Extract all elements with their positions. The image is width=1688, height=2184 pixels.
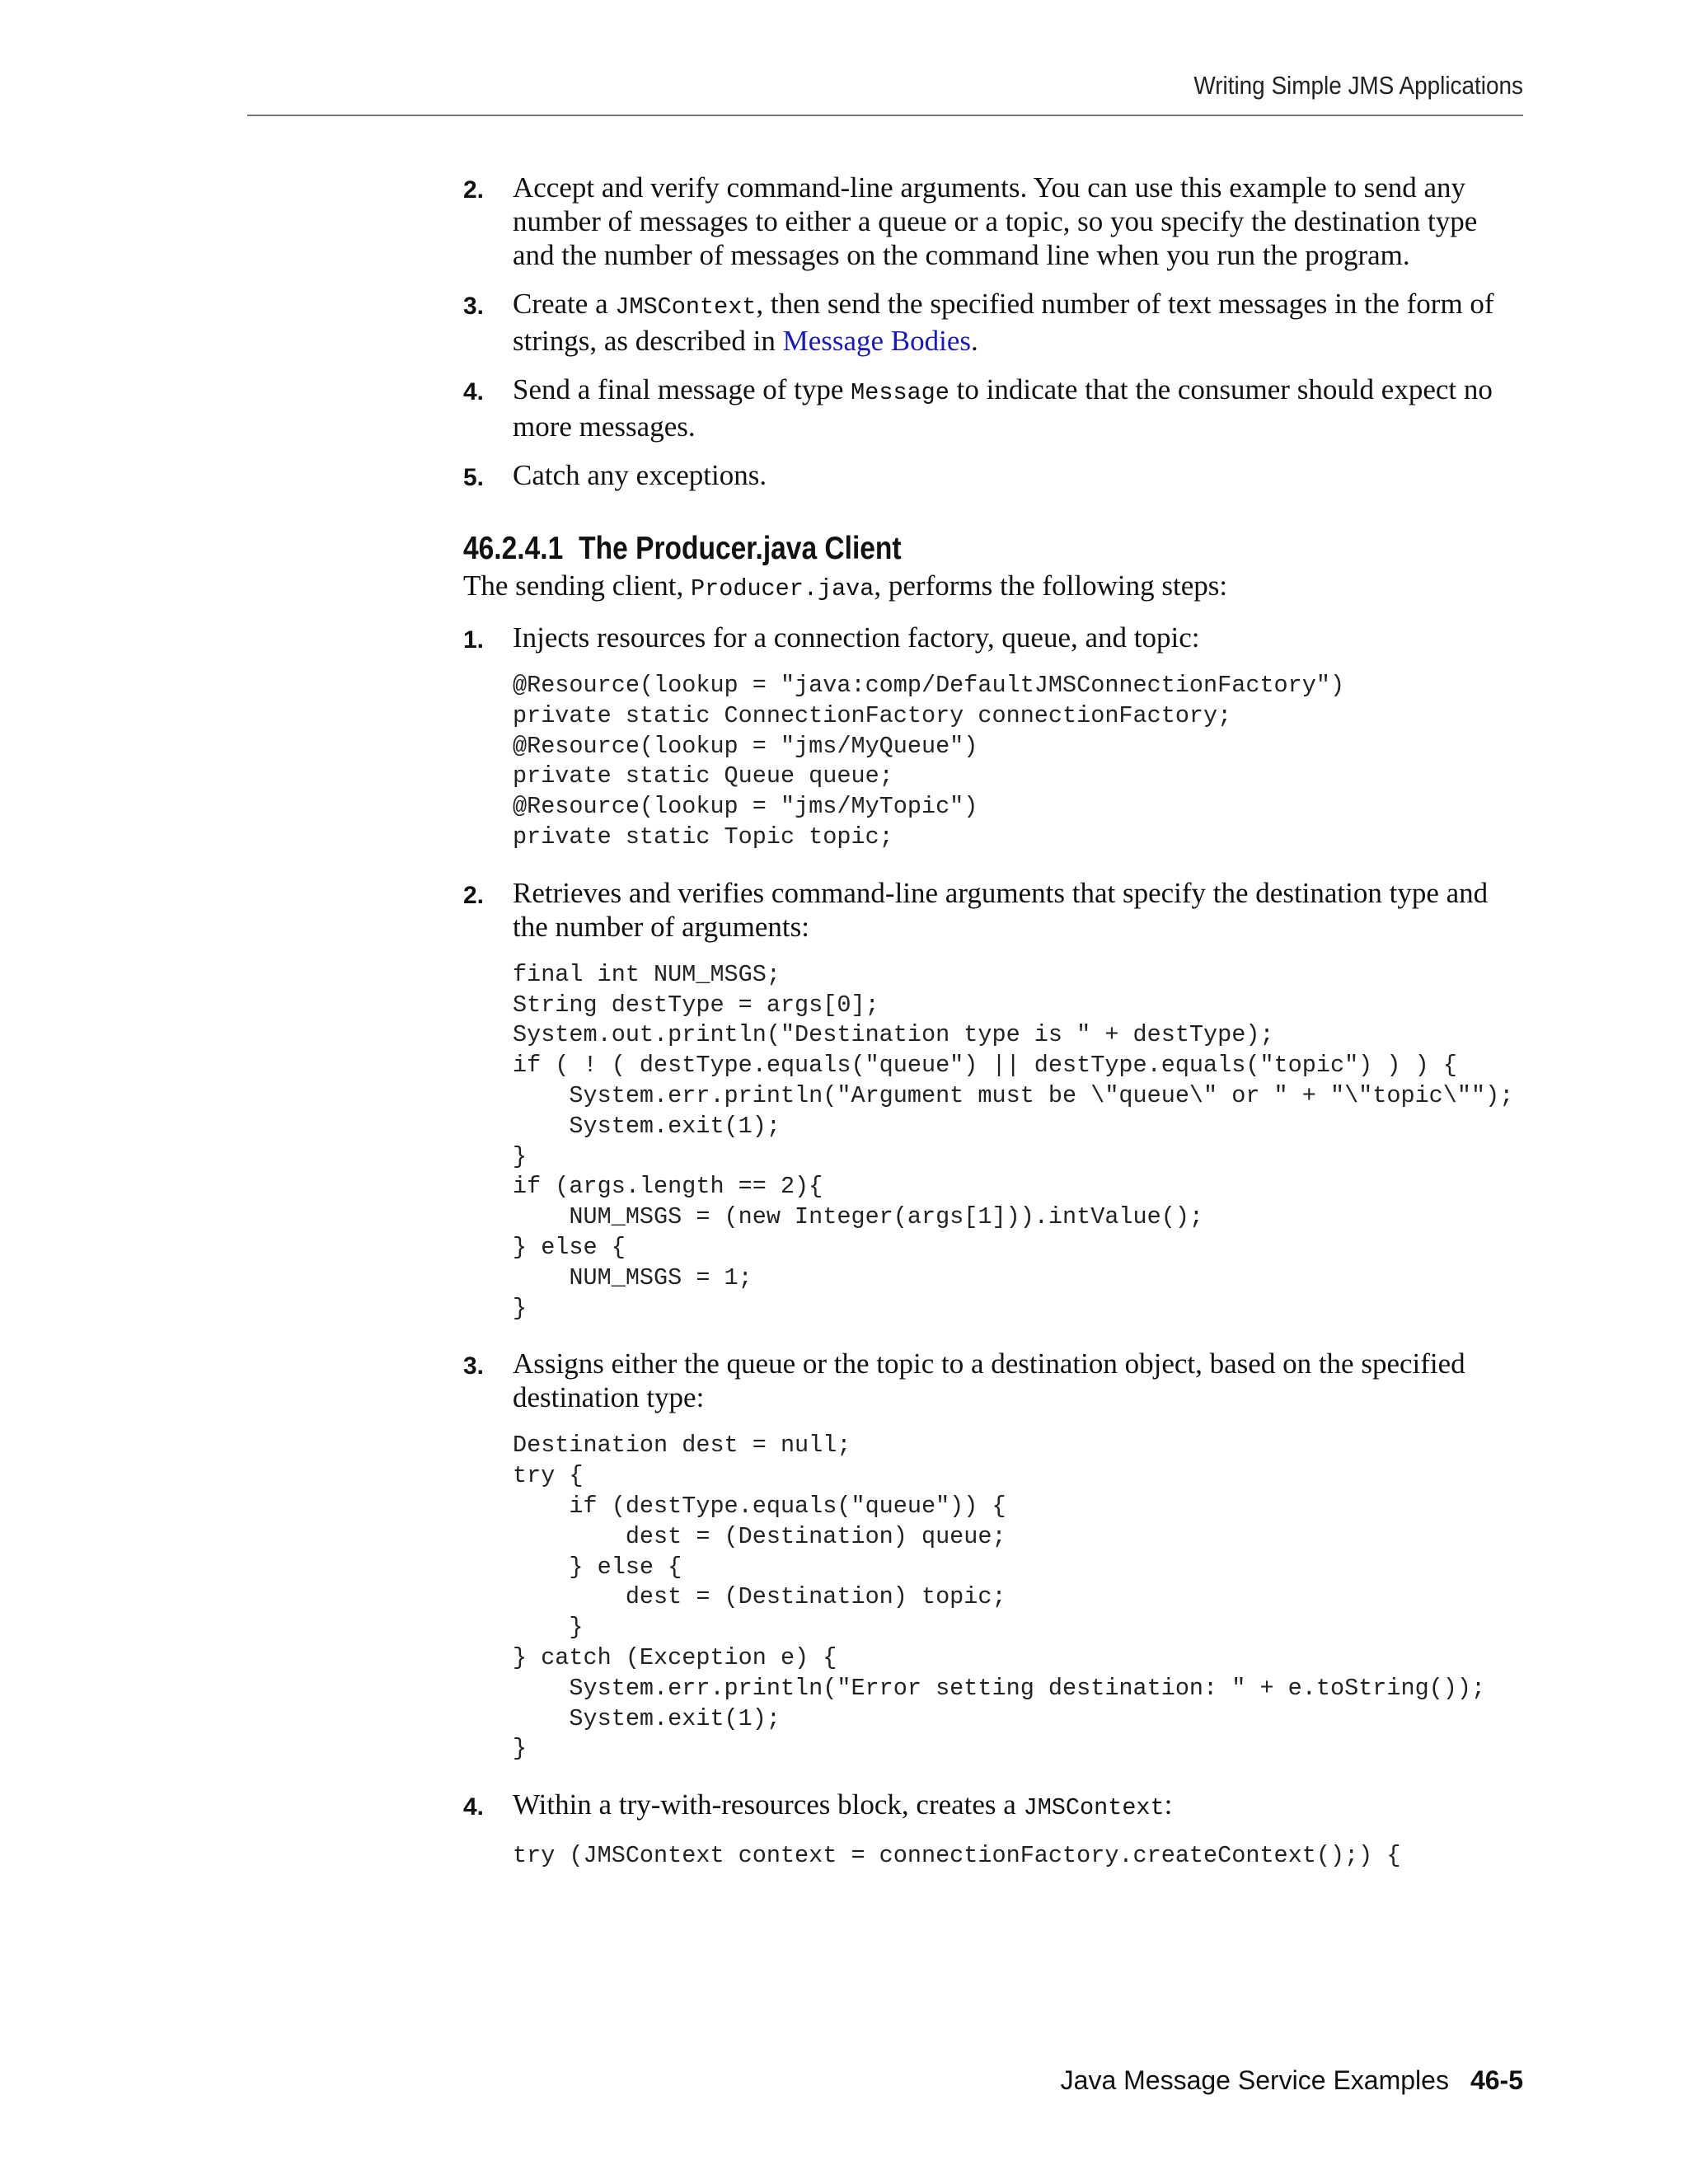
page-number: 46-5 <box>1470 2065 1523 2095</box>
producer-steps-list <box>463 621 1523 1872</box>
section-intro <box>463 569 1523 606</box>
step-text: . <box>971 325 978 357</box>
page-content <box>463 171 1523 1895</box>
code-block: Destination dest = null; try { if (destType.equals("queue")) { dest = (Destination) queue; } else { dest = (Destination) topic; } } catch (Exception e) { System.err.println("Error setting destination: " + e.toString()); System.exit(1); } <box>513 1432 1486 1763</box>
inline-code: Producer.java <box>691 575 874 602</box>
code-block: final int NUM_MSGS; String destType = args[0]; System.out.println("Destination type is " + destType); if ( ! ( destType.equals("queue") || destType.equals("topic") ) ) { System.err.println("Argument must be \"queue\" or " + "\"topic\""); System.exit(1); } if (args.length == 2){ NUM_MSGS = (new Integer(args[1])).intValue(); } else { NUM_MSGS = 1; } <box>513 960 1514 1322</box>
list-item <box>463 1347 1523 1765</box>
list-item <box>463 287 1523 358</box>
footer-chapter-title: Java Message Service Examples <box>1060 2065 1449 2095</box>
list-item <box>463 458 1523 492</box>
step-text: Assigns either the queue or the topic to a destination object, based on the specified destination type: <box>513 1347 1465 1414</box>
step-text: , then send the specified number of text messages in the form of strings, as described in <box>513 288 1494 357</box>
step-number: 1. <box>463 626 485 654</box>
running-header-title: Writing Simple JMS Applications <box>1193 71 1523 100</box>
inline-code: Message <box>851 379 950 406</box>
step-number: 4. <box>463 378 485 405</box>
inline-code: JMSContext <box>1023 1794 1165 1822</box>
list-item <box>463 876 1523 1324</box>
message-bodies-link[interactable]: Message Bodies <box>782 325 972 357</box>
step-number: 2. <box>463 881 485 909</box>
step-number: 3. <box>463 1352 485 1380</box>
list-item <box>463 373 1523 443</box>
page-footer <box>1061 2065 1523 2096</box>
step-text: to indicate that the consumer should expect no more messages. <box>513 373 1493 443</box>
steps-list-continued <box>463 171 1523 492</box>
code-block: try (JMSContext context = connectionFactory.createContext();) { <box>513 1842 1401 1870</box>
step-number: 5. <box>463 464 485 491</box>
section-heading <box>463 532 1375 565</box>
step-number: 3. <box>463 293 485 320</box>
step-number: 4. <box>463 1793 485 1821</box>
list-item <box>463 171 1523 272</box>
step-text: Catch any exceptions. <box>513 459 767 491</box>
step-text: Retrieves and verifies command-line arguments that specify the destination type and the number of arguments: <box>513 876 1489 943</box>
inline-code: JMSContext <box>615 293 757 321</box>
step-text: : <box>1164 1788 1173 1821</box>
step-text: Within a try-with-resources block, creates a <box>513 1788 1024 1821</box>
step-text: Accept and verify command-line arguments. You can use this example to send any number of messages to either a queue or a topic, so you specify the destination type and the number of messages on the command line when you run the program. <box>513 171 1478 271</box>
list-item <box>463 1788 1523 1872</box>
section-title: The Producer.java Client <box>579 531 902 566</box>
step-text: Injects resources for a connection factory, queue, and topic: <box>513 621 1200 654</box>
step-number: 2. <box>463 176 485 204</box>
step-text: Send a final message of type <box>513 373 851 405</box>
intro-text: , performs the following steps: <box>874 569 1228 602</box>
intro-text: The sending client, <box>463 569 692 602</box>
list-item <box>463 621 1523 853</box>
section-number: 46.2.4.1 <box>463 531 564 566</box>
header-rule <box>247 115 1523 116</box>
code-block: @Resource(lookup = "java:comp/DefaultJMSConnectionFactory") private static ConnectionFactory connectionFactory; @Resource(lookup = "jms/MyQueue") private static Queue queue; @Resource(lookup = "jms/MyTopic") private static Topic topic; <box>513 672 1345 851</box>
step-text: Create a <box>513 288 616 320</box>
